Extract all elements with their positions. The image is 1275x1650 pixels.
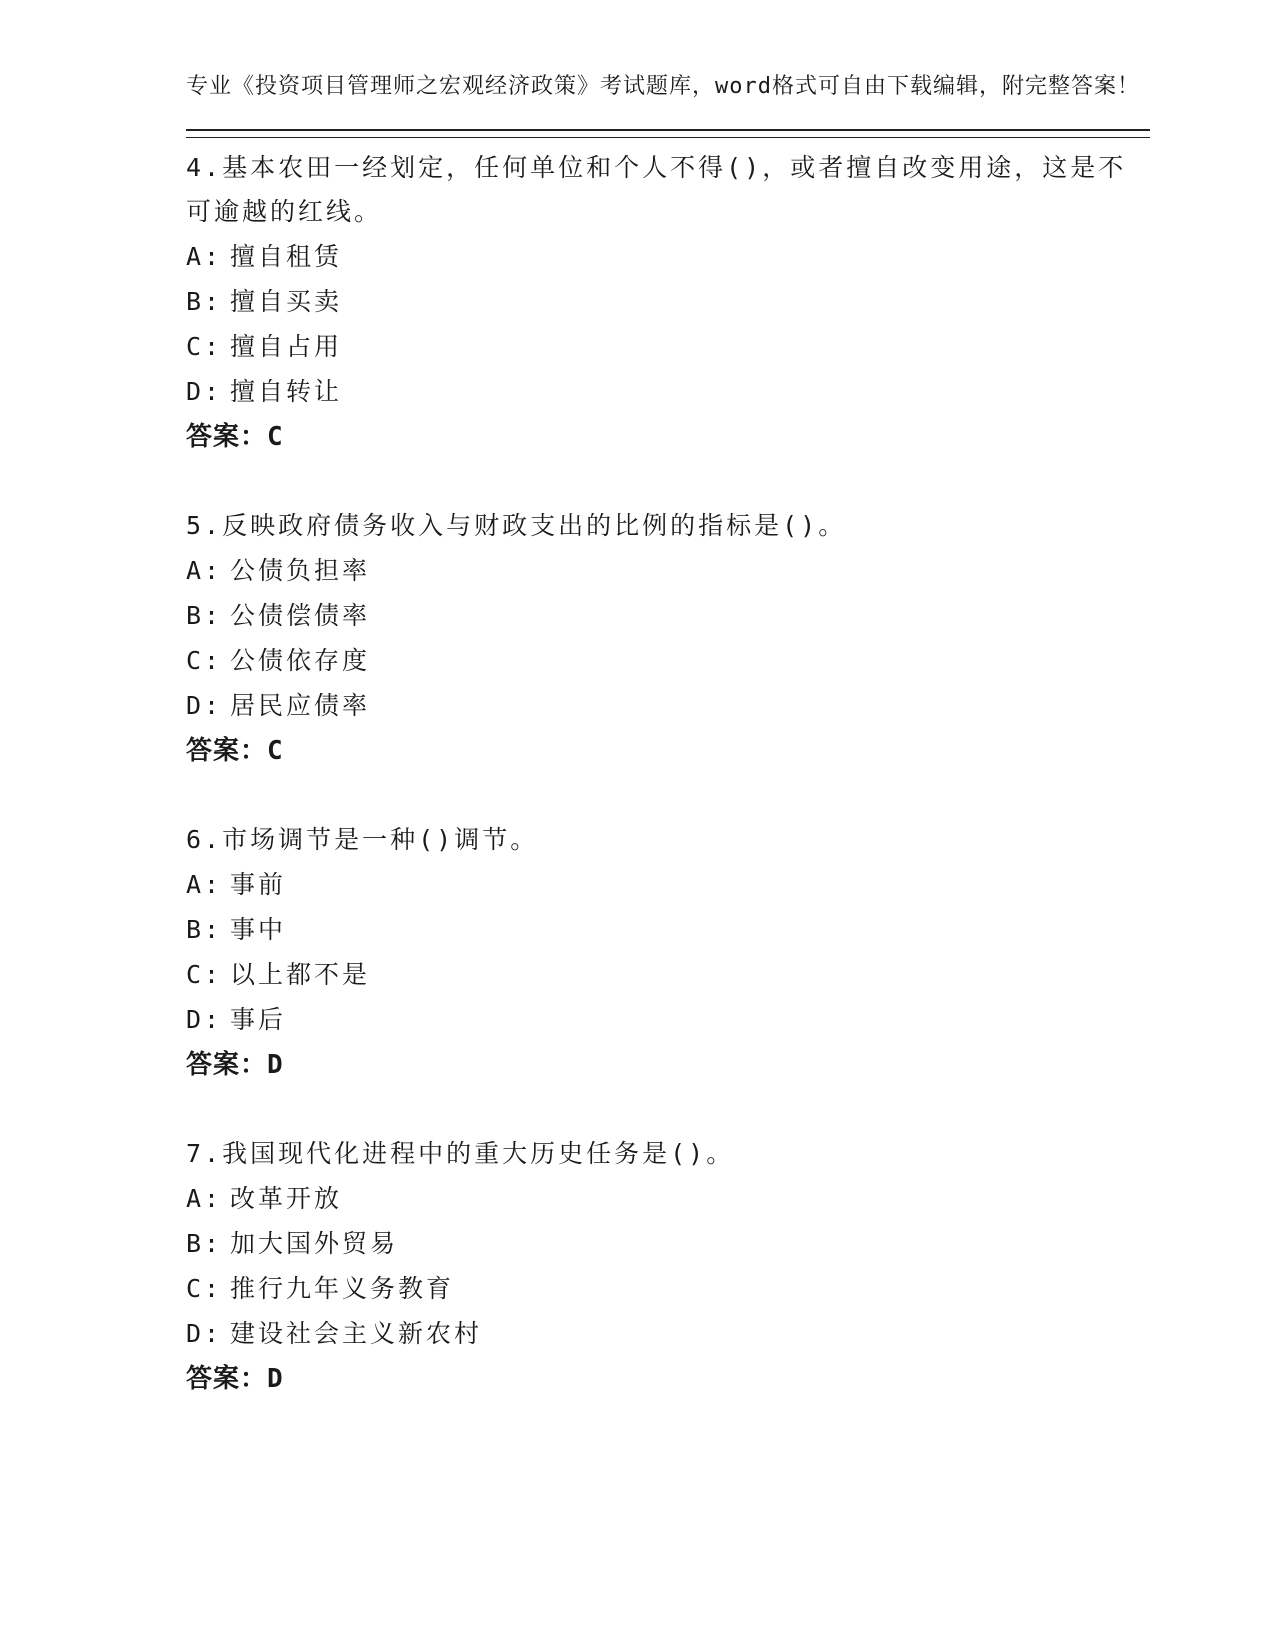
question-stem: 7.我国现代化进程中的重大历史任务是()。 [186,1139,735,1168]
option-letter: C: [186,1274,223,1303]
option-text: 擅自买卖 [230,287,343,316]
option-text: 公债依存度 [230,646,371,675]
option-letter: B: [186,1229,223,1258]
option-b [186,279,1146,324]
option-b [186,1221,1146,1266]
option-a [186,862,1146,907]
option-c [186,638,1146,683]
option-letter: D: [186,377,223,406]
question-stem: 5.反映政府债务收入与财政支出的比例的指标是()。 [186,511,847,540]
option-text: 公债负担率 [230,556,371,585]
option-d [186,369,1146,414]
option-text: 建设社会主义新农村 [230,1319,483,1348]
option-letter: C: [186,960,223,989]
option-letter: C: [186,332,223,361]
option-text: 公债偿债率 [230,601,371,630]
answer-label: 答案：D [186,1364,284,1394]
answer-label: 答案：C [186,422,284,452]
answer-label: 答案：C [186,736,284,766]
option-d [186,997,1146,1042]
option-letter: B: [186,915,223,944]
option-letter: D: [186,1319,223,1348]
option-letter: A: [186,556,223,585]
option-b [186,907,1146,952]
question-6 [186,818,1146,1088]
document-header: 专业《投资项目管理师之宏观经济政策》考试题库，word格式可自由下载编辑，附完整答案！ [186,74,1140,99]
option-c [186,324,1146,369]
option-d [186,683,1146,728]
question-stem: 6.市场调节是一种()调节。 [186,825,539,854]
option-text: 改革开放 [230,1184,343,1213]
header-divider [186,129,1150,138]
question-7 [186,1132,1146,1402]
option-text: 擅自占用 [230,332,343,361]
option-c [186,952,1146,997]
document-page [186,70,1146,1446]
option-a [186,548,1146,593]
option-text: 事中 [230,915,287,944]
option-letter: B: [186,287,223,316]
question-4 [186,146,1146,460]
answer-label: 答案：D [186,1050,284,1080]
option-c [186,1266,1146,1311]
option-letter: D: [186,1005,223,1034]
option-text: 事前 [230,870,287,899]
option-text: 事后 [230,1005,287,1034]
option-b [186,593,1146,638]
question-stem: 4.基本农田一经划定，任何单位和个人不得()，或者擅自改变用途，这是不可逾越的红线。 [186,153,1127,226]
option-text: 以上都不是 [230,960,371,989]
option-text: 居民应债率 [230,691,371,720]
option-text: 加大国外贸易 [230,1229,399,1258]
option-text: 擅自转让 [230,377,343,406]
option-letter: A: [186,1184,223,1213]
option-text: 擅自租赁 [230,242,343,271]
option-letter: D: [186,691,223,720]
option-letter: A: [186,870,223,899]
option-a [186,234,1146,279]
question-list [186,146,1146,1402]
option-a [186,1176,1146,1221]
option-text: 推行九年义务教育 [230,1274,455,1303]
option-letter: A: [186,242,223,271]
option-letter: B: [186,601,223,630]
question-5 [186,504,1146,774]
option-d [186,1311,1146,1356]
option-letter: C: [186,646,223,675]
